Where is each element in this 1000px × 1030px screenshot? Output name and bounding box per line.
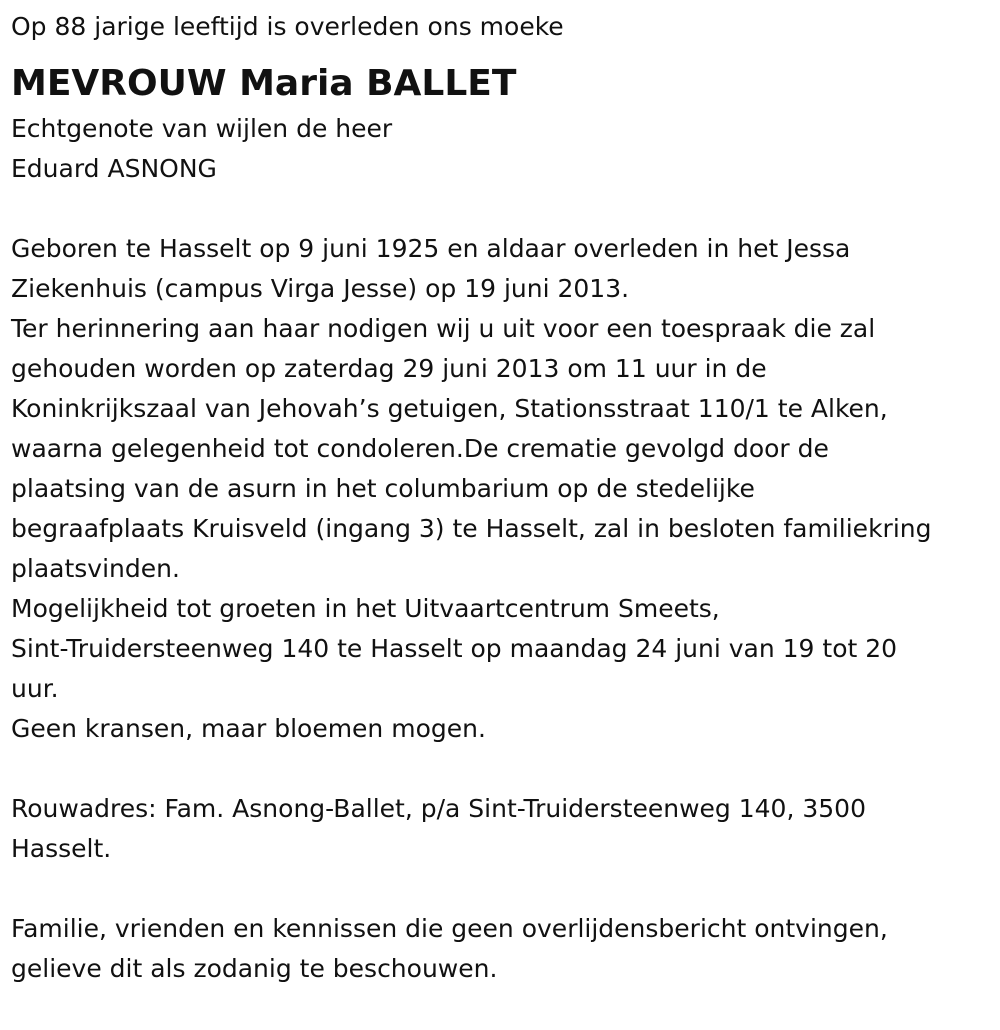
body-line: Geboren te Hasselt op 9 juni 1925 en aldaar overleden in het Jessa [11, 234, 851, 263]
intro-line: Op 88 jarige leeftijd is overleden ons moeke [11, 12, 564, 41]
address-line: Hasselt. [11, 834, 112, 863]
spouse-name-line: Eduard ASNONG [11, 154, 217, 183]
body-line: Sint-Truidersteenweg 140 te Hasselt op maandag 24 juni van 19 tot 20 [11, 634, 898, 663]
body-line: Koninkrijkszaal van Jehovah’s getuigen, Stationsstraat 110/1 te Alken, [11, 394, 888, 423]
body-line: plaatsvinden. [11, 554, 180, 583]
body-line: Ziekenhuis (campus Virga Jesse) op 19 juni 2013. [11, 274, 630, 303]
body-paragraph [11, 229, 996, 749]
body-line: Ter herinnering aan haar nodigen wij u uit voor een toespraak die zal [11, 314, 876, 343]
spouse-line: Echtgenote van wijlen de heer [11, 114, 393, 143]
body-line: waarna gelegenheid tot condoleren.De crematie gevolgd door de [11, 434, 829, 463]
body-line: uur. [11, 674, 59, 703]
closing-line: Familie, vrienden en kennissen die geen overlijdensbericht ontvingen, [11, 914, 888, 943]
address-paragraph [11, 789, 996, 869]
closing-paragraph [11, 909, 996, 989]
body-line: gehouden worden op zaterdag 29 juni 2013 om 11 uur in de [11, 354, 767, 383]
body-line: plaatsing van de asurn in het columbarium op de stedelijke [11, 474, 755, 503]
body-line: Geen kransen, maar bloemen mogen. [11, 714, 486, 743]
closing-line: gelieve dit als zodanig te beschouwen. [11, 954, 498, 983]
obituary-notice [11, 7, 996, 989]
deceased-name: MEVROUW Maria BALLET [11, 63, 517, 104]
address-line: Rouwadres: Fam. Asnong-Ballet, p/a Sint-Truidersteenweg 140, 3500 [11, 794, 866, 823]
body-line: begraafplaats Kruisveld (ingang 3) te Hasselt, zal in besloten familiekring [11, 514, 932, 543]
spouse-block [11, 109, 996, 989]
spacer [11, 869, 996, 909]
body-line: Mogelijkheid tot groeten in het Uitvaartcentrum Smeets, [11, 594, 720, 623]
spacer [11, 189, 996, 229]
spacer [11, 749, 996, 789]
